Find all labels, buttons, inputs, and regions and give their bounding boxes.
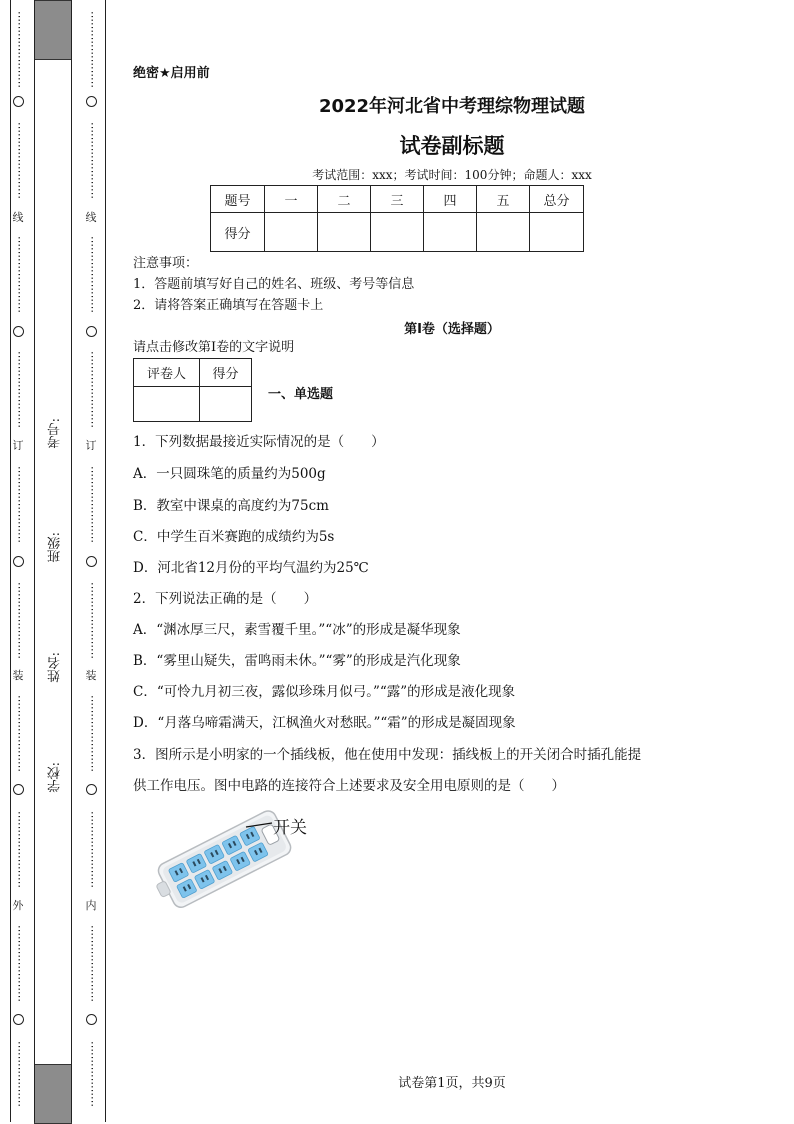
part1-hint: 请点击修改第I卷的文字说明	[133, 340, 295, 355]
grader-table	[133, 358, 252, 422]
score-cell	[371, 213, 424, 252]
outer-dotted-column: ⋯⋯⋯⋯⋯⋯⋯ ⋯⋯⋯⋯⋯⋯⋯ 线 ⋯⋯⋯⋯⋯⋯⋯ ⋯⋯⋯⋯⋯⋯⋯ 订 ⋯⋯⋯⋯⋯⋯⋯ ⋯⋯⋯⋯⋯⋯⋯ 装 ⋯⋯⋯⋯⋯⋯⋯ ⋯⋯⋯⋯⋯⋯⋯ 外 ⋯⋯⋯⋯⋯⋯⋯ ⋯⋯⋯⋯⋯⋯	[12, 10, 26, 1107]
question-stem: 3．图所示是小明家的一个插线板，他在使用中发现：插线板上的开关闭合时插孔能提	[133, 747, 642, 763]
circle-mark	[86, 1014, 97, 1025]
margin-mark-xian: 线	[12, 211, 24, 224]
page-title: 2022年河北省中考理综物理试题	[318, 96, 586, 117]
margin-gray-block-bottom	[34, 1064, 72, 1124]
score-table-header-row	[211, 186, 584, 213]
grader-table-header-row	[134, 359, 252, 387]
question-option: B．“雾里山疑失，雷鸣雨未休。”“雾”的形成是汽化现象	[133, 653, 461, 669]
circle-mark	[86, 326, 97, 337]
page-footer: 试卷第1页，共9页	[398, 1076, 506, 1091]
score-cell	[424, 213, 477, 252]
circle-mark	[86, 784, 97, 795]
notes-heading: 注意事项：	[133, 256, 199, 271]
inner-dotted-column: ⋯⋯⋯⋯⋯⋯⋯ ⋯⋯⋯⋯⋯⋯⋯ 线 ⋯⋯⋯⋯⋯⋯⋯ ⋯⋯⋯⋯⋯⋯⋯ 订 ⋯⋯⋯⋯⋯⋯⋯ ⋯⋯⋯⋯⋯⋯⋯ 装 ⋯⋯⋯⋯⋯⋯⋯ ⋯⋯⋯⋯⋯⋯⋯ 内 ⋯⋯⋯⋯⋯⋯⋯ ⋯⋯⋯⋯⋯⋯	[85, 10, 99, 1107]
margin-mark-zhuang-inner: 装	[85, 669, 97, 682]
circle-mark	[13, 556, 24, 567]
margin-mark-ding: 订	[12, 439, 24, 452]
question-stem-continued: 供工作电压。图中电路的连接符合上述要求及安全用电原则的是（ ）	[133, 778, 565, 794]
score-table	[210, 185, 584, 252]
circle-mark	[13, 96, 24, 107]
score-table-score-row	[211, 213, 584, 252]
score-header-cell: 一	[265, 186, 318, 213]
score-row-label: 得分	[211, 213, 265, 252]
question-option: A．一只圆珠笔的质量约为500g	[133, 466, 326, 482]
margin-gray-block-top	[34, 0, 72, 60]
page-subtitle: 试卷副标题	[399, 134, 505, 158]
grader-cell	[200, 387, 252, 422]
margin-mark-xian-inner: 线	[85, 211, 97, 224]
part1-title: 第I卷（选择题）	[404, 322, 500, 337]
circle-mark	[86, 96, 97, 107]
score-header-cell: 题号	[211, 186, 265, 213]
score-cell	[530, 213, 584, 252]
score-header-cell: 四	[424, 186, 477, 213]
circle-mark	[13, 784, 24, 795]
question-option: D．河北省12月份的平均气温约为25℃	[133, 560, 369, 576]
margin-line-4	[105, 0, 106, 1122]
exam-info: 考试范围：xxx；考试时间：100分钟；命题人：xxx	[312, 168, 592, 182]
question-option: A．“渊冰厚三尺，素雪覆千里。”“冰”的形成是凝华现象	[133, 622, 461, 638]
score-cell	[265, 213, 318, 252]
margin-line-3	[71, 0, 72, 1122]
note-item: 2．请将答案正确填写在答题卡上	[133, 298, 324, 313]
question-stem: 2．下列说法正确的是（ ）	[133, 591, 318, 607]
question-stem: 1．下列数据最接近实际情况的是（ ）	[133, 434, 385, 450]
grader-table-row	[134, 387, 252, 422]
score-cell	[477, 213, 530, 252]
margin-mark-wai: 外	[12, 899, 24, 912]
field-exam-number: 考号:	[48, 418, 63, 449]
field-school: 学校:	[48, 762, 63, 793]
circle-mark	[13, 326, 24, 337]
score-header-cell: 二	[318, 186, 371, 213]
note-item: 1．答题前填写好自己的姓名、班级、考号等信息	[133, 277, 415, 292]
field-class: 班级:	[48, 532, 63, 563]
score-header-cell: 五	[477, 186, 530, 213]
margin-mark-ding-inner: 订	[85, 439, 97, 452]
circle-mark	[86, 556, 97, 567]
secret-label: 绝密★启用前	[133, 66, 210, 81]
question-option: C．中学生百米赛跑的成绩约为5s	[133, 529, 335, 545]
score-cell	[318, 213, 371, 252]
figure-label-switch: 开关	[273, 818, 307, 838]
grader-cell	[134, 387, 200, 422]
grader-header-cell: 评卷人	[134, 359, 200, 387]
score-header-cell: 三	[371, 186, 424, 213]
margin-mark-zhuang: 装	[12, 669, 24, 682]
circle-mark	[13, 1014, 24, 1025]
field-name: 姓名:	[48, 652, 63, 683]
score-header-cell: 总分	[530, 186, 584, 213]
margin-line-2	[34, 0, 35, 1122]
question-option: C．“可怜九月初三夜，露似珍珠月似弓。”“露”的形成是液化现象	[133, 684, 516, 700]
question-option: B．教室中课桌的高度约为75cm	[133, 498, 329, 514]
section-title-single-choice: 一、单选题	[268, 387, 334, 402]
grader-header-cell: 得分	[200, 359, 252, 387]
margin-mark-nei: 内	[85, 899, 97, 912]
question-option: D．“月落乌啼霜满天，江枫渔火对愁眠。”“霜”的形成是凝固现象	[133, 715, 516, 731]
